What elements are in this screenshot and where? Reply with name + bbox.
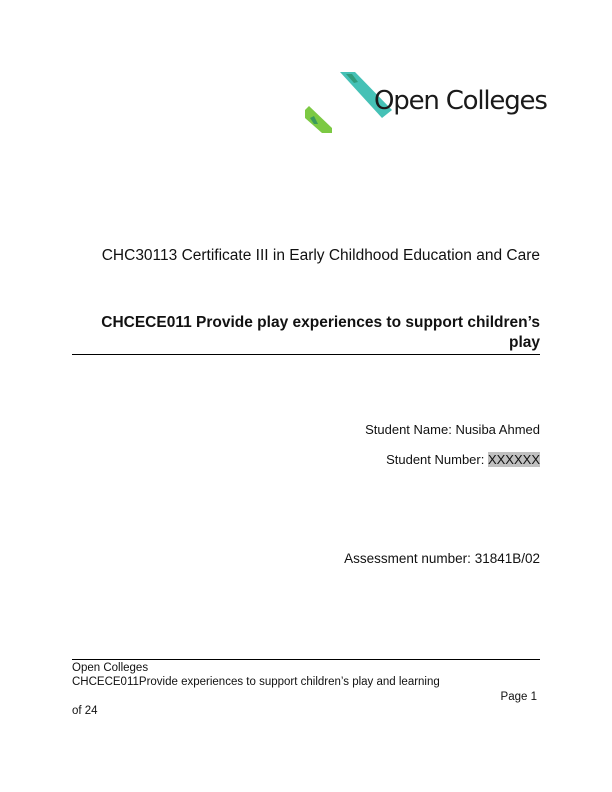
student-number-value: XXXXXX: [487, 452, 540, 467]
footer-page-total: of 24: [72, 705, 98, 717]
unit-title: CHCECE011 Provide play experiences to support children’s play: [72, 313, 540, 355]
page-footer: [72, 659, 540, 718]
student-name-value: Nusiba Ahmed: [455, 422, 540, 437]
student-name-label: Student Name:: [365, 422, 456, 437]
footer-unit-line: CHCECE011Provide experiences to support children’s play and learning: [72, 676, 440, 688]
assessment-number: [344, 551, 540, 566]
student-name: [365, 422, 540, 437]
footer-page-label: Page 1: [500, 691, 537, 703]
logo-text: Open Colleges: [374, 86, 547, 116]
assessment-number-label: Assessment number:: [344, 551, 475, 566]
qualification-title: CHC30113 Certificate III in Early Childhood Education and Care: [101, 247, 540, 264]
student-number: [386, 452, 540, 467]
assessment-number-value: 31841B/02: [474, 551, 540, 566]
student-number-label: Student Number:: [386, 452, 488, 467]
footer-organisation: Open Colleges: [72, 662, 149, 674]
